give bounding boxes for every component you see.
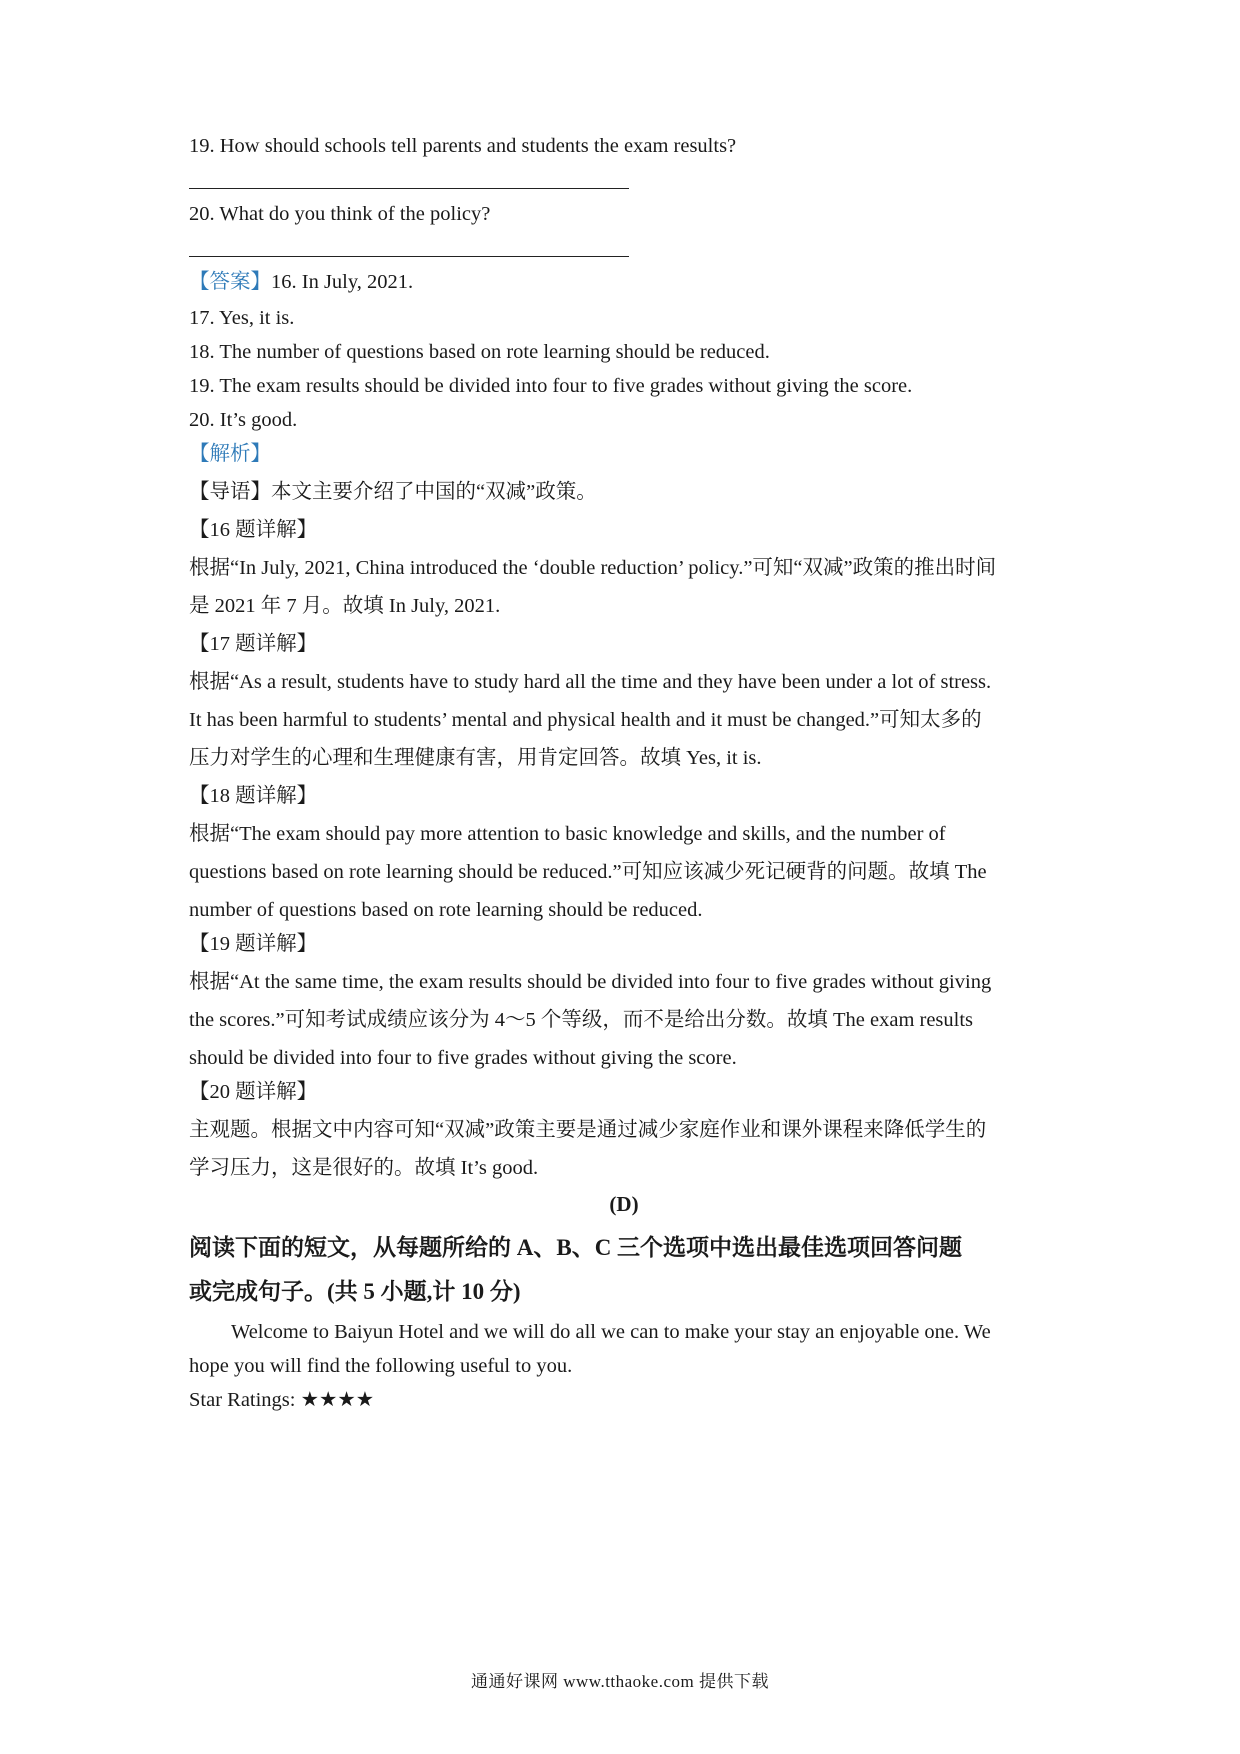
answer-18: 18. The number of questions based on rote learning should be reduced.: [189, 341, 770, 363]
detail-heading-17: 【17 题详解】: [189, 633, 318, 655]
detail-18-line-3: number of questions based on rote learning should be reduced.: [189, 899, 703, 921]
detail-heading-20: 【20 题详解】: [189, 1081, 318, 1103]
detail-20-line-2: 学习压力，这是很好的。故填 It’s good.: [189, 1157, 539, 1179]
answer-block-first: [189, 268, 413, 296]
answer-blank-19[interactable]: [189, 188, 629, 189]
passage-line-2: hope you will find the following useful to you.: [189, 1355, 573, 1377]
detail-16-line-1: 根据“In July, 2021, China introduced the ‘double reduction’ policy.”可知“双减”政策的推出时间: [189, 557, 997, 579]
answer-blank-20[interactable]: [189, 256, 629, 257]
section-d-heading: (D): [609, 1192, 639, 1216]
detail-18-line-1: 根据“The exam should pay more attention to basic knowledge and skills, and the number of: [189, 823, 946, 845]
detail-heading-19: 【19 题详解】: [189, 933, 318, 955]
detail-16-line-2: 是 2021 年 7 月。故填 In July, 2021.: [189, 595, 501, 617]
detail-20-line-1: 主观题。根据文中内容可知“双减”政策主要是通过减少家庭作业和课外课程来降低学生的: [189, 1119, 987, 1141]
detail-17-line-2: It has been harmful to students’ mental and physical health and it must be changed.”可知太多的: [189, 709, 982, 731]
detail-19-line-1: 根据“At the same time, the exam results should be divided into four to five grades without giving: [189, 971, 992, 993]
detail-19-line-2: the scores.”可知考试成绩应该分为 4～5 个等级，而不是给出分数。故填 The exam results: [189, 1009, 974, 1031]
page-footer: 通通好课网 www.tthaoke.com 提供下载: [470, 1672, 770, 1691]
section-d-instruction-line-1: 阅读下面的短文，从每题所给的 A、B、C 三个选项中选出最佳选项回答问题: [189, 1235, 963, 1260]
question-20: 20. What do you think of the policy?: [189, 203, 491, 225]
detail-heading-18: 【18 题详解】: [189, 785, 318, 807]
section-d-instruction-line-2: 或完成句子。(共 5 小题,计 10 分): [189, 1279, 521, 1304]
detail-heading-16: 【16 题详解】: [189, 519, 318, 541]
star-ratings: Star Ratings: ★★★★: [189, 1389, 375, 1411]
answer-19: 19. The exam results should be divided into four to five grades without giving the score.: [189, 375, 913, 397]
answer-20: 20. It’s good.: [189, 409, 298, 431]
detail-17-line-3: 压力对学生的心理和生理健康有害，用肯定回答。故填 Yes, it is.: [189, 747, 762, 769]
passage-line-1: Welcome to Baiyun Hotel and we will do all we can to make your stay an enjoyable one. We: [231, 1321, 991, 1343]
answer-16: 16. In July, 2021.: [271, 271, 414, 293]
analysis-intro: 【导语】本文主要介绍了中国的“双减”政策。: [189, 481, 597, 503]
detail-18-line-2: questions based on rote learning should be reduced.”可知应该减少死记硬背的问题。故填 The: [189, 861, 987, 883]
answer-17: 17. Yes, it is.: [189, 307, 295, 329]
detail-19-line-3: should be divided into four to five grades without giving the score.: [189, 1047, 737, 1069]
detail-17-line-1: 根据“As a result, students have to study hard all the time and they have been under a lot of stress.: [189, 671, 992, 693]
analysis-label: 【解析】: [189, 443, 271, 465]
answer-label: 【答案】: [189, 271, 271, 293]
question-19: 19. How should schools tell parents and students the exam results?: [189, 135, 737, 157]
